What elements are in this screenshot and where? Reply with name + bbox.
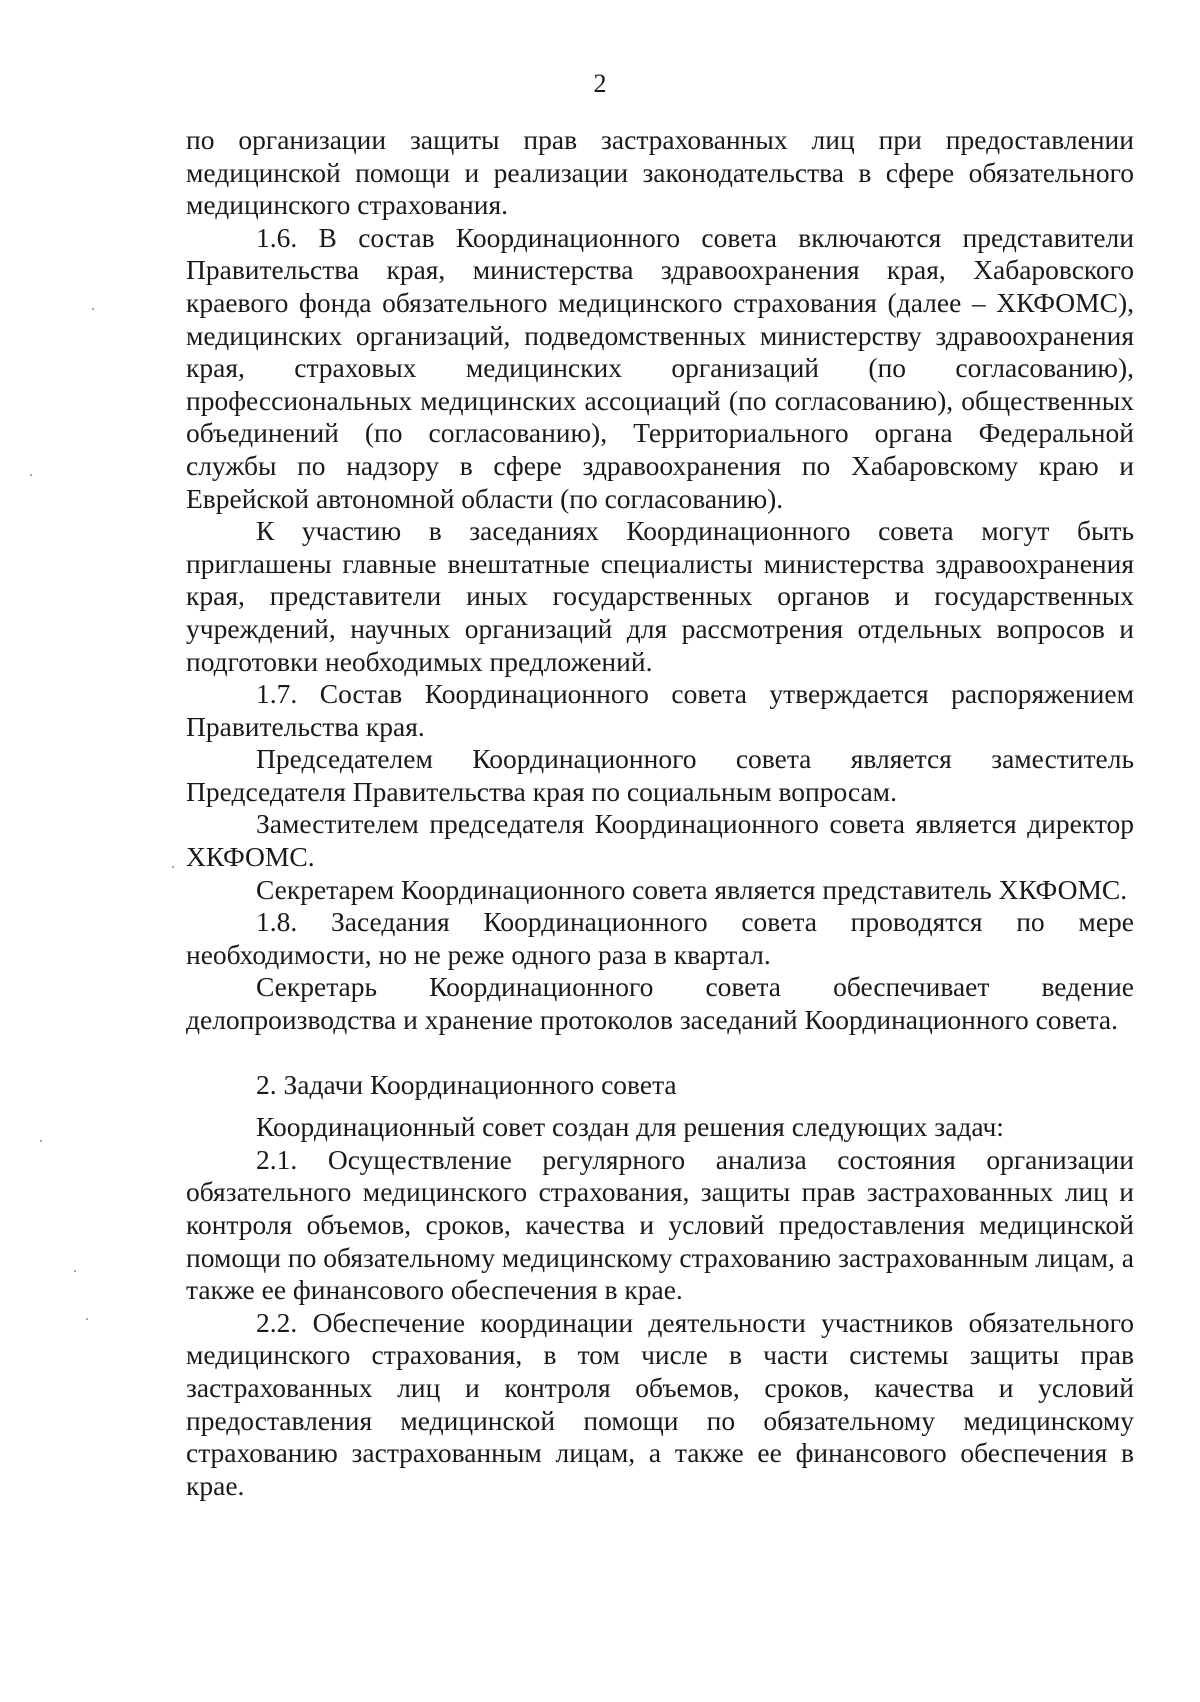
paragraph-1-7: 1.7. Состав Координационного совета утверждается распоряжением Правительства края. [186, 678, 1134, 742]
paragraph-continuation: по организации защиты прав застрахованных лиц при предоставлении медицинской помощи и реализации законодательства в сфере обязательного медицинского страхования. [186, 124, 1134, 221]
paragraph-participation: К участию в заседаниях Координационного совета могут быть приглашены главные внештатные специалисты министерства здравоохранения края, представители иных государственных органов и государственных учреждений, научных организаций для рассмотрения отдельных вопросов и подготовки необходимых предложений. [186, 515, 1134, 677]
paragraph-1-8: 1.8. Заседания Координационного совета проводятся по мере необходимости, но не реже одного раза в квартал. [186, 906, 1134, 970]
scan-speck [30, 474, 32, 476]
scan-speck [92, 308, 94, 310]
document-body [186, 124, 1134, 1502]
paragraph-secretary: Секретарем Координационного совета является представитель ХКФОМС. [256, 873, 1128, 905]
paragraph-2-2: 2.2. Обеспечение координации деятельности участников обязательного медицинского страхования, в том числе в части системы защиты прав застрахованных лиц и контроля объемов, сроков, качества и условий предоставления медицинской помощи по обязательному медицинскому страхованию застрахованным лицам, а также ее финансового обеспечения в крае. [186, 1306, 1134, 1501]
page-number: 2 [593, 69, 607, 98]
paragraph-1-6: 1.6. В состав Координационного совета включаются представители Правительства края, министерства здравоохранения края, Хабаровского краевого фонда обязательного медицинского страхования (далее – ХКФОМС), медицинских организаций, подведомственных министерству здравоохранения края, страховых медицинских организаций (по согласованию), профессиональных медицинских ассоциаций (по согласованию), общественных объединений (по согласованию), Территориального органа Федеральной службы по надзору в сфере здравоохранения по Хабаровскому краю и Еврейской автономной области (по согласованию). [186, 221, 1134, 514]
paragraph-deputy-chairman: Заместителем председателя Координационного совета является директор ХКФОМС. [186, 808, 1134, 873]
scan-speck [86, 1318, 88, 1320]
scan-speck [172, 866, 174, 868]
paragraph-tasks-intro: Координационный совет создан для решения следующих задач: [256, 1111, 1004, 1143]
scan-speck [40, 1140, 42, 1142]
paragraph-secretary-duties: Секретарь Координационного совета обеспечивает ведение делопроизводства и хранение протоколов заседаний Координационного совета. [186, 971, 1134, 1036]
paragraph-chairman: Председателем Координационного совета является заместитель Председателя Правительства края по социальным вопросам. [186, 743, 1134, 807]
paragraph-2-1: 2.1. Осуществление регулярного анализа состояния организации обязательного медицинского страхования, защиты прав застрахованных лиц и контроля объемов, сроков, качества и условий предоставления медицинской помощи по обязательному медицинскому страхованию застрахованным лицам, а также ее финансового обеспечения в крае. [186, 1143, 1134, 1306]
section-heading: 2. Задачи Координационного совета [256, 1068, 677, 1100]
scan-speck [74, 1270, 76, 1272]
